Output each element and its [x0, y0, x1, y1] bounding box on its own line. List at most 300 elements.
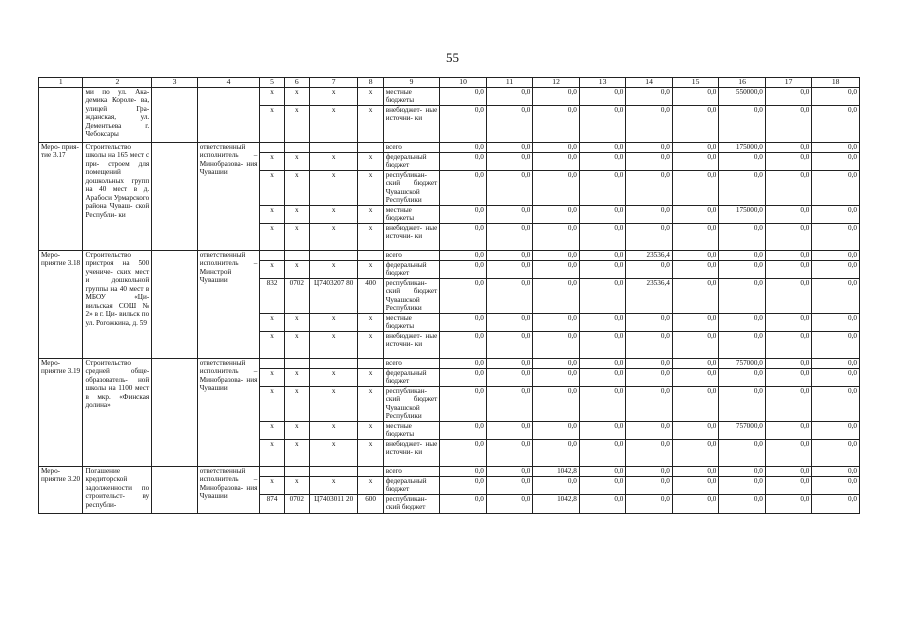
- value-cell: 0,0: [440, 331, 487, 358]
- value-cell: 0,0: [626, 476, 673, 494]
- value-cell: 0,0: [626, 331, 673, 358]
- column-3-cell: [152, 358, 197, 466]
- value-cell: 0,0: [719, 278, 766, 313]
- code-cell: [260, 358, 284, 368]
- value-cell: 550000,0: [719, 87, 766, 105]
- code-cell: [358, 358, 383, 368]
- code-cell: x: [260, 386, 284, 421]
- value-cell: 0,0: [579, 223, 626, 250]
- code-cell: x: [284, 368, 309, 386]
- column-3-cell: [152, 250, 197, 358]
- value-cell: 0,0: [672, 386, 719, 421]
- value-cell: 0,0: [440, 313, 487, 331]
- measure-label: Меро- прия- тие 3.17: [39, 142, 83, 250]
- value-cell: 0,0: [672, 368, 719, 386]
- column-header: 14: [626, 78, 673, 88]
- value-cell: 23536,4: [626, 250, 673, 260]
- code-cell: [260, 142, 284, 152]
- value-cell: 0,0: [579, 152, 626, 170]
- value-cell: 0,0: [440, 368, 487, 386]
- code-cell: x: [284, 152, 309, 170]
- value-cell: 0,0: [765, 331, 812, 358]
- funding-source: федеральный бюджет: [383, 368, 440, 386]
- value-cell: 0,0: [812, 87, 860, 105]
- value-cell: 0,0: [719, 494, 766, 513]
- value-cell: 0,0: [765, 250, 812, 260]
- value-cell: 0,0: [579, 421, 626, 439]
- code-cell: [358, 142, 383, 152]
- code-cell: x: [284, 421, 309, 439]
- code-cell: x: [358, 105, 383, 142]
- value-cell: 0,0: [765, 358, 812, 368]
- value-cell: 0,0: [440, 494, 487, 513]
- value-cell: 0,0: [440, 278, 487, 313]
- value-cell: 1042,8: [533, 466, 580, 476]
- value-cell: 0,0: [533, 331, 580, 358]
- value-cell: 0,0: [486, 494, 533, 513]
- code-cell: [358, 466, 383, 476]
- value-cell: 0,0: [626, 466, 673, 476]
- executor-cell: ответственный исполнитель – Минобразова- ния Чувашии: [197, 358, 260, 466]
- value-cell: 0,0: [672, 358, 719, 368]
- value-cell: 0,0: [812, 439, 860, 466]
- code-cell: 832: [260, 278, 284, 313]
- column-header: 2: [83, 78, 152, 88]
- code-cell: [284, 466, 309, 476]
- value-cell: 0,0: [672, 87, 719, 105]
- value-cell: 757000,0: [719, 358, 766, 368]
- value-cell: 0,0: [533, 105, 580, 142]
- code-cell: [309, 466, 358, 476]
- value-cell: 0,0: [440, 87, 487, 105]
- table-row: [39, 250, 860, 260]
- value-cell: 0,0: [579, 313, 626, 331]
- value-cell: 0,0: [579, 205, 626, 223]
- value-cell: 0,0: [440, 466, 487, 476]
- value-cell: 0,0: [626, 87, 673, 105]
- value-cell: 0,0: [765, 476, 812, 494]
- code-cell: x: [309, 439, 358, 466]
- code-cell: x: [309, 260, 358, 278]
- executor-cell: ответственный исполнитель – Минобразова- ния Чувашии: [197, 142, 260, 250]
- code-cell: x: [358, 313, 383, 331]
- value-cell: 0,0: [719, 170, 766, 205]
- code-cell: [309, 250, 358, 260]
- code-cell: x: [309, 170, 358, 205]
- code-cell: [358, 250, 383, 260]
- value-cell: 0,0: [719, 105, 766, 142]
- code-cell: x: [309, 368, 358, 386]
- value-cell: 0,0: [626, 205, 673, 223]
- value-cell: 0,0: [440, 439, 487, 466]
- value-cell: 0,0: [626, 142, 673, 152]
- value-cell: 0,0: [812, 142, 860, 152]
- code-cell: x: [309, 313, 358, 331]
- column-header: 10: [440, 78, 487, 88]
- funding-source: всего: [383, 466, 440, 476]
- table-row: [39, 358, 860, 368]
- value-cell: 0,0: [765, 170, 812, 205]
- code-cell: [260, 250, 284, 260]
- value-cell: 0,0: [486, 205, 533, 223]
- value-cell: 0,0: [533, 421, 580, 439]
- value-cell: 0,0: [765, 105, 812, 142]
- value-cell: 0,0: [812, 466, 860, 476]
- value-cell: 0,0: [486, 313, 533, 331]
- value-cell: 0,0: [440, 205, 487, 223]
- value-cell: 0,0: [672, 223, 719, 250]
- value-cell: 0,0: [440, 260, 487, 278]
- value-cell: 0,0: [440, 358, 487, 368]
- value-cell: 0,0: [672, 260, 719, 278]
- column-header: 11: [486, 78, 533, 88]
- code-cell: x: [358, 152, 383, 170]
- code-cell: [284, 250, 309, 260]
- value-cell: 0,0: [579, 439, 626, 466]
- code-cell: 600: [358, 494, 383, 513]
- value-cell: 0,0: [486, 278, 533, 313]
- value-cell: 0,0: [440, 152, 487, 170]
- measure-name: Строительство средней обще- образователь- ной школы на 1100 мест в мкр. «Финская долина»: [83, 358, 152, 466]
- value-cell: 0,0: [812, 250, 860, 260]
- value-cell: 0,0: [486, 87, 533, 105]
- value-cell: 0,0: [765, 205, 812, 223]
- value-cell: 0,0: [486, 170, 533, 205]
- code-cell: x: [260, 223, 284, 250]
- value-cell: 0,0: [486, 476, 533, 494]
- value-cell: 0,0: [672, 205, 719, 223]
- value-cell: 0,0: [719, 313, 766, 331]
- value-cell: 0,0: [486, 152, 533, 170]
- code-cell: x: [260, 152, 284, 170]
- code-cell: x: [358, 260, 383, 278]
- value-cell: 0,0: [812, 386, 860, 421]
- value-cell: 0,0: [626, 439, 673, 466]
- funding-source: местные бюджеты: [383, 421, 440, 439]
- measure-label: Меро- приятие 3.20: [39, 466, 83, 513]
- value-cell: 0,0: [672, 494, 719, 513]
- value-cell: 0,0: [765, 313, 812, 331]
- measure-label: [39, 87, 83, 142]
- value-cell: 0,0: [440, 223, 487, 250]
- value-cell: 0,0: [579, 368, 626, 386]
- code-cell: x: [309, 331, 358, 358]
- code-cell: x: [284, 313, 309, 331]
- value-cell: 0,0: [626, 313, 673, 331]
- value-cell: 0,0: [672, 476, 719, 494]
- value-cell: 0,0: [579, 142, 626, 152]
- code-cell: x: [358, 386, 383, 421]
- value-cell: 0,0: [765, 278, 812, 313]
- value-cell: 0,0: [579, 358, 626, 368]
- value-cell: 0,0: [486, 331, 533, 358]
- funding-source: федеральный бюджет: [383, 260, 440, 278]
- table-row: [39, 87, 860, 105]
- value-cell: 0,0: [486, 223, 533, 250]
- value-cell: 0,0: [533, 205, 580, 223]
- measure-name: Строительство школы на 165 мест с при- строем для помещений дошкольных групп на 40 мест в д. Арабоси Урмарского района Чуваш- ской Республи- ки: [83, 142, 152, 250]
- column-header: 3: [152, 78, 197, 88]
- value-cell: 0,0: [672, 331, 719, 358]
- value-cell: 0,0: [533, 358, 580, 368]
- value-cell: 0,0: [719, 476, 766, 494]
- value-cell: 0,0: [579, 260, 626, 278]
- code-cell: x: [284, 170, 309, 205]
- measure-name: Строительство пристроя на 500 учениче- ских мест и дошкольной группы на 40 мест в МБОУ «Ци- вильская СОШ № 2» в г. Ци- вильск по ул. Рогожкина, д. 59: [83, 250, 152, 358]
- column-header: 5: [260, 78, 284, 88]
- code-cell: x: [358, 368, 383, 386]
- code-cell: x: [260, 331, 284, 358]
- value-cell: 0,0: [812, 105, 860, 142]
- value-cell: 0,0: [486, 386, 533, 421]
- code-cell: x: [284, 87, 309, 105]
- value-cell: 175000,0: [719, 142, 766, 152]
- value-cell: 0,0: [626, 386, 673, 421]
- column-3-cell: [152, 466, 197, 513]
- code-cell: x: [260, 313, 284, 331]
- code-cell: x: [260, 105, 284, 142]
- funding-source: республикан- ский бюджет Чувашской Республики: [383, 278, 440, 313]
- value-cell: 0,0: [719, 223, 766, 250]
- table-row: [39, 466, 860, 476]
- value-cell: 0,0: [533, 476, 580, 494]
- value-cell: 0,0: [719, 260, 766, 278]
- value-cell: 0,0: [579, 105, 626, 142]
- measure-name: Погашение кредиторской задолженности по строительст- ву республи-: [83, 466, 152, 513]
- executor-cell: ответственный исполнитель – Минобразова- ния Чувашии: [197, 466, 260, 513]
- value-cell: 0,0: [765, 223, 812, 250]
- code-cell: x: [284, 105, 309, 142]
- value-cell: 0,0: [672, 278, 719, 313]
- code-cell: x: [260, 368, 284, 386]
- value-cell: 0,0: [626, 260, 673, 278]
- value-cell: 0,0: [812, 170, 860, 205]
- code-cell: x: [358, 476, 383, 494]
- value-cell: 0,0: [533, 368, 580, 386]
- budget-table: [38, 77, 860, 514]
- code-cell: x: [309, 386, 358, 421]
- code-cell: x: [309, 421, 358, 439]
- value-cell: 0,0: [440, 105, 487, 142]
- value-cell: 0,0: [626, 170, 673, 205]
- value-cell: 0,0: [533, 439, 580, 466]
- code-cell: x: [284, 223, 309, 250]
- code-cell: [309, 358, 358, 368]
- value-cell: 0,0: [533, 223, 580, 250]
- value-cell: 0,0: [533, 260, 580, 278]
- code-cell: x: [358, 87, 383, 105]
- value-cell: 0,0: [440, 421, 487, 439]
- value-cell: 0,0: [533, 313, 580, 331]
- column-header: 7: [309, 78, 358, 88]
- code-cell: x: [260, 87, 284, 105]
- code-cell: Ц7403207 80: [309, 278, 358, 313]
- value-cell: 0,0: [719, 250, 766, 260]
- code-cell: x: [358, 421, 383, 439]
- funding-source: республикан- ский бюджет Чувашской Республики: [383, 170, 440, 205]
- code-cell: x: [309, 105, 358, 142]
- value-cell: 0,0: [579, 278, 626, 313]
- value-cell: 0,0: [533, 142, 580, 152]
- code-cell: x: [358, 223, 383, 250]
- code-cell: x: [309, 476, 358, 494]
- value-cell: 0,0: [579, 170, 626, 205]
- funding-source: местные бюджеты: [383, 205, 440, 223]
- value-cell: 0,0: [765, 368, 812, 386]
- code-cell: x: [284, 439, 309, 466]
- code-cell: 874: [260, 494, 284, 513]
- value-cell: 0,0: [765, 494, 812, 513]
- funding-source: федеральный бюджет: [383, 152, 440, 170]
- value-cell: 0,0: [626, 152, 673, 170]
- column-header: 18: [812, 78, 860, 88]
- value-cell: 0,0: [672, 142, 719, 152]
- funding-source: местные бюджеты: [383, 313, 440, 331]
- column-header: 16: [719, 78, 766, 88]
- value-cell: 0,0: [486, 368, 533, 386]
- code-cell: x: [260, 439, 284, 466]
- value-cell: 0,0: [765, 386, 812, 421]
- value-cell: 0,0: [765, 260, 812, 278]
- value-cell: 0,0: [626, 105, 673, 142]
- funding-source: внебюджет- ные источни- ки: [383, 223, 440, 250]
- value-cell: 0,0: [812, 205, 860, 223]
- measure-label: Меро- приятие 3.18: [39, 250, 83, 358]
- code-cell: x: [309, 87, 358, 105]
- value-cell: 0,0: [626, 223, 673, 250]
- value-cell: 0,0: [486, 142, 533, 152]
- code-cell: x: [260, 476, 284, 494]
- funding-source: внебюджет- ные источни- ки: [383, 331, 440, 358]
- value-cell: 0,0: [626, 494, 673, 513]
- code-cell: x: [309, 205, 358, 223]
- value-cell: 0,0: [533, 386, 580, 421]
- code-cell: 0702: [284, 278, 309, 313]
- measure-name: ми по ул. Ака- демика Короле- ва, улицей Гра- жданская, ул. Дементьева г. Чебоксары: [83, 87, 152, 142]
- code-cell: [309, 142, 358, 152]
- code-cell: x: [358, 205, 383, 223]
- header-row: [39, 78, 860, 88]
- column-header: 4: [197, 78, 260, 88]
- value-cell: 0,0: [672, 250, 719, 260]
- code-cell: 0702: [284, 494, 309, 513]
- code-cell: x: [260, 170, 284, 205]
- value-cell: 0,0: [579, 476, 626, 494]
- value-cell: 0,0: [765, 439, 812, 466]
- funding-source: всего: [383, 142, 440, 152]
- code-cell: x: [284, 260, 309, 278]
- value-cell: 0,0: [626, 358, 673, 368]
- column-3-cell: [152, 87, 197, 142]
- value-cell: 0,0: [486, 250, 533, 260]
- executor-cell: [197, 87, 260, 142]
- value-cell: 0,0: [579, 466, 626, 476]
- value-cell: 0,0: [812, 358, 860, 368]
- value-cell: 0,0: [672, 105, 719, 142]
- value-cell: 0,0: [486, 358, 533, 368]
- value-cell: 0,0: [672, 313, 719, 331]
- value-cell: 0,0: [533, 152, 580, 170]
- code-cell: x: [309, 152, 358, 170]
- value-cell: 0,0: [719, 439, 766, 466]
- column-header: 6: [284, 78, 309, 88]
- value-cell: 0,0: [812, 152, 860, 170]
- value-cell: 0,0: [533, 250, 580, 260]
- value-cell: 0,0: [672, 170, 719, 205]
- value-cell: 0,0: [579, 386, 626, 421]
- value-cell: 0,0: [533, 170, 580, 205]
- value-cell: 0,0: [812, 313, 860, 331]
- code-cell: x: [284, 386, 309, 421]
- measure-label: Меро- приятие 3.19: [39, 358, 83, 466]
- code-cell: x: [284, 331, 309, 358]
- value-cell: 0,0: [672, 439, 719, 466]
- funding-source: всего: [383, 358, 440, 368]
- column-header: 8: [358, 78, 383, 88]
- value-cell: 0,0: [486, 466, 533, 476]
- value-cell: 0,0: [672, 466, 719, 476]
- value-cell: 0,0: [765, 421, 812, 439]
- code-cell: x: [260, 205, 284, 223]
- code-cell: x: [284, 476, 309, 494]
- value-cell: 0,0: [765, 152, 812, 170]
- value-cell: 0,0: [486, 260, 533, 278]
- value-cell: 0,0: [812, 331, 860, 358]
- funding-source: республикан- ский бюджет: [383, 494, 440, 513]
- code-cell: [284, 358, 309, 368]
- column-header: 17: [765, 78, 812, 88]
- column-3-cell: [152, 142, 197, 250]
- value-cell: 0,0: [719, 466, 766, 476]
- value-cell: 23536,4: [626, 278, 673, 313]
- funding-source: местные бюджеты: [383, 87, 440, 105]
- code-cell: 400: [358, 278, 383, 313]
- value-cell: 0,0: [440, 142, 487, 152]
- value-cell: 0,0: [812, 476, 860, 494]
- column-header: 1: [39, 78, 83, 88]
- value-cell: 0,0: [440, 476, 487, 494]
- code-cell: x: [309, 223, 358, 250]
- value-cell: 0,0: [719, 386, 766, 421]
- value-cell: 0,0: [765, 466, 812, 476]
- page-number: 55: [446, 50, 459, 65]
- value-cell: 0,0: [579, 494, 626, 513]
- code-cell: Ц7403011 20: [309, 494, 358, 513]
- value-cell: 0,0: [719, 331, 766, 358]
- value-cell: 0,0: [626, 421, 673, 439]
- funding-source: внебюджет- ные источни- ки: [383, 439, 440, 466]
- column-header: 15: [672, 78, 719, 88]
- funding-source: республикан- ский бюджет Чувашской Республики: [383, 386, 440, 421]
- value-cell: 0,0: [812, 260, 860, 278]
- code-cell: x: [358, 331, 383, 358]
- funding-source: внебюджет- ные источни- ки: [383, 105, 440, 142]
- column-header: 13: [579, 78, 626, 88]
- executor-cell: ответственный исполнитель – Минстрой Чувашии: [197, 250, 260, 358]
- value-cell: 0,0: [579, 250, 626, 260]
- value-cell: 0,0: [812, 494, 860, 513]
- value-cell: 0,0: [626, 368, 673, 386]
- value-cell: 0,0: [440, 250, 487, 260]
- code-cell: x: [358, 439, 383, 466]
- value-cell: 0,0: [440, 170, 487, 205]
- value-cell: 0,0: [533, 278, 580, 313]
- value-cell: 0,0: [765, 142, 812, 152]
- value-cell: 0,0: [812, 421, 860, 439]
- value-cell: 1042,8: [533, 494, 580, 513]
- value-cell: 0,0: [719, 152, 766, 170]
- value-cell: 0,0: [672, 152, 719, 170]
